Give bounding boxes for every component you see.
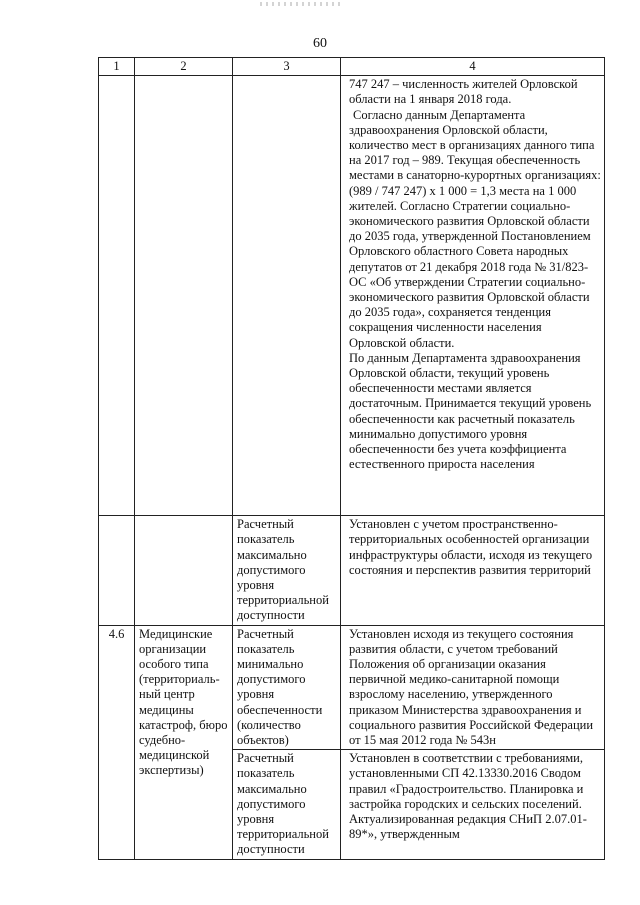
object-type-cell: Медицинские организации особого типа (территориаль-ный центр медицины катастроф, бюро судебно-медицинской экспертизы)	[135, 625, 233, 859]
cell-empty	[233, 76, 341, 516]
header-col-1: 1	[99, 58, 135, 76]
text-paragraph: (989 / 747 247) х 1 000 = 1,3 места на 1 000 жителей. Согласно Стратегии социально-экономического развития Орловской области до 2035 года, утвержденной Постановлением Орловского областного Совета народных депутатов от 21 декабря 2018 года № 31/823-ОС «Об утверждении Стратегии социально-экономического развития Орловской области до 2035 года», сохраняется тенденция сокращения численности населения Орловской области.	[349, 183, 591, 350]
cell-empty	[99, 516, 135, 625]
regulation-table	[98, 57, 605, 860]
text-paragraph: По данным Департамента здравоохранения Орловской области, текущий уровень обеспеченности местами является достаточным. Принимается текущий уровень обеспеченности как расчетный показатель минимально допустимого уровня обеспеченности без учета коэффициента естественного прироста населения	[349, 350, 592, 472]
justification-cell: Установлен в соответствии с требованиями, установленными СП 42.13330.2016 Сводом правил «Градостроительство. Планировка и застройка городских и сельских поселений. Актуализированная редакция СНиП 2.07.01-89*», утвержденным	[341, 750, 605, 859]
text-paragraph: 747 247 – численность жителей Орловской области на 1 января 2018 года.	[349, 77, 578, 107]
justification-cell	[341, 76, 605, 516]
cell-empty	[99, 76, 135, 516]
header-col-2: 2	[135, 58, 233, 76]
section-number: 4.6	[99, 625, 135, 859]
indicator-name-cell: Расчетный показатель максимально допустимого уровня территориальной доступности	[233, 750, 341, 859]
header-col-4: 4	[341, 58, 605, 76]
table-row	[99, 516, 605, 625]
table-header-row	[99, 58, 605, 76]
indicator-name-cell: Расчетный показатель минимально допустимого уровня обеспеченности (количество объектов)	[233, 625, 341, 750]
cell-empty	[135, 516, 233, 625]
text-paragraph: Согласно данным Департамента здравоохранения Орловской области, количество мест в организациях данного типа на 2017 год – 989. Текущая обеспеченность местами в санаторно-курортных организациях:	[349, 107, 601, 183]
table-row	[99, 625, 605, 750]
page-number: 60	[313, 36, 327, 51]
scan-artifact	[260, 2, 340, 6]
indicator-name-cell: Расчетный показатель максимально допустимого уровня территориальной доступности	[233, 516, 341, 625]
justification-cell: Установлен исходя из текущего состояния развития области, с учетом требований Положения об организации оказания первичной медико-санитарной помощи взрослому населению, утвержденного приказом Министерства здравоохранения и социального развития Российской Федерации от 15 мая 2012 года № 543н	[341, 625, 605, 750]
header-col-3: 3	[233, 58, 341, 76]
justification-cell: Установлен с учетом пространственно-территориальных особенностей организации инфраструктуры области, исходя из текущего состояния и перспектив развития территорий	[341, 516, 605, 625]
table-row	[99, 76, 605, 516]
cell-empty	[135, 76, 233, 516]
